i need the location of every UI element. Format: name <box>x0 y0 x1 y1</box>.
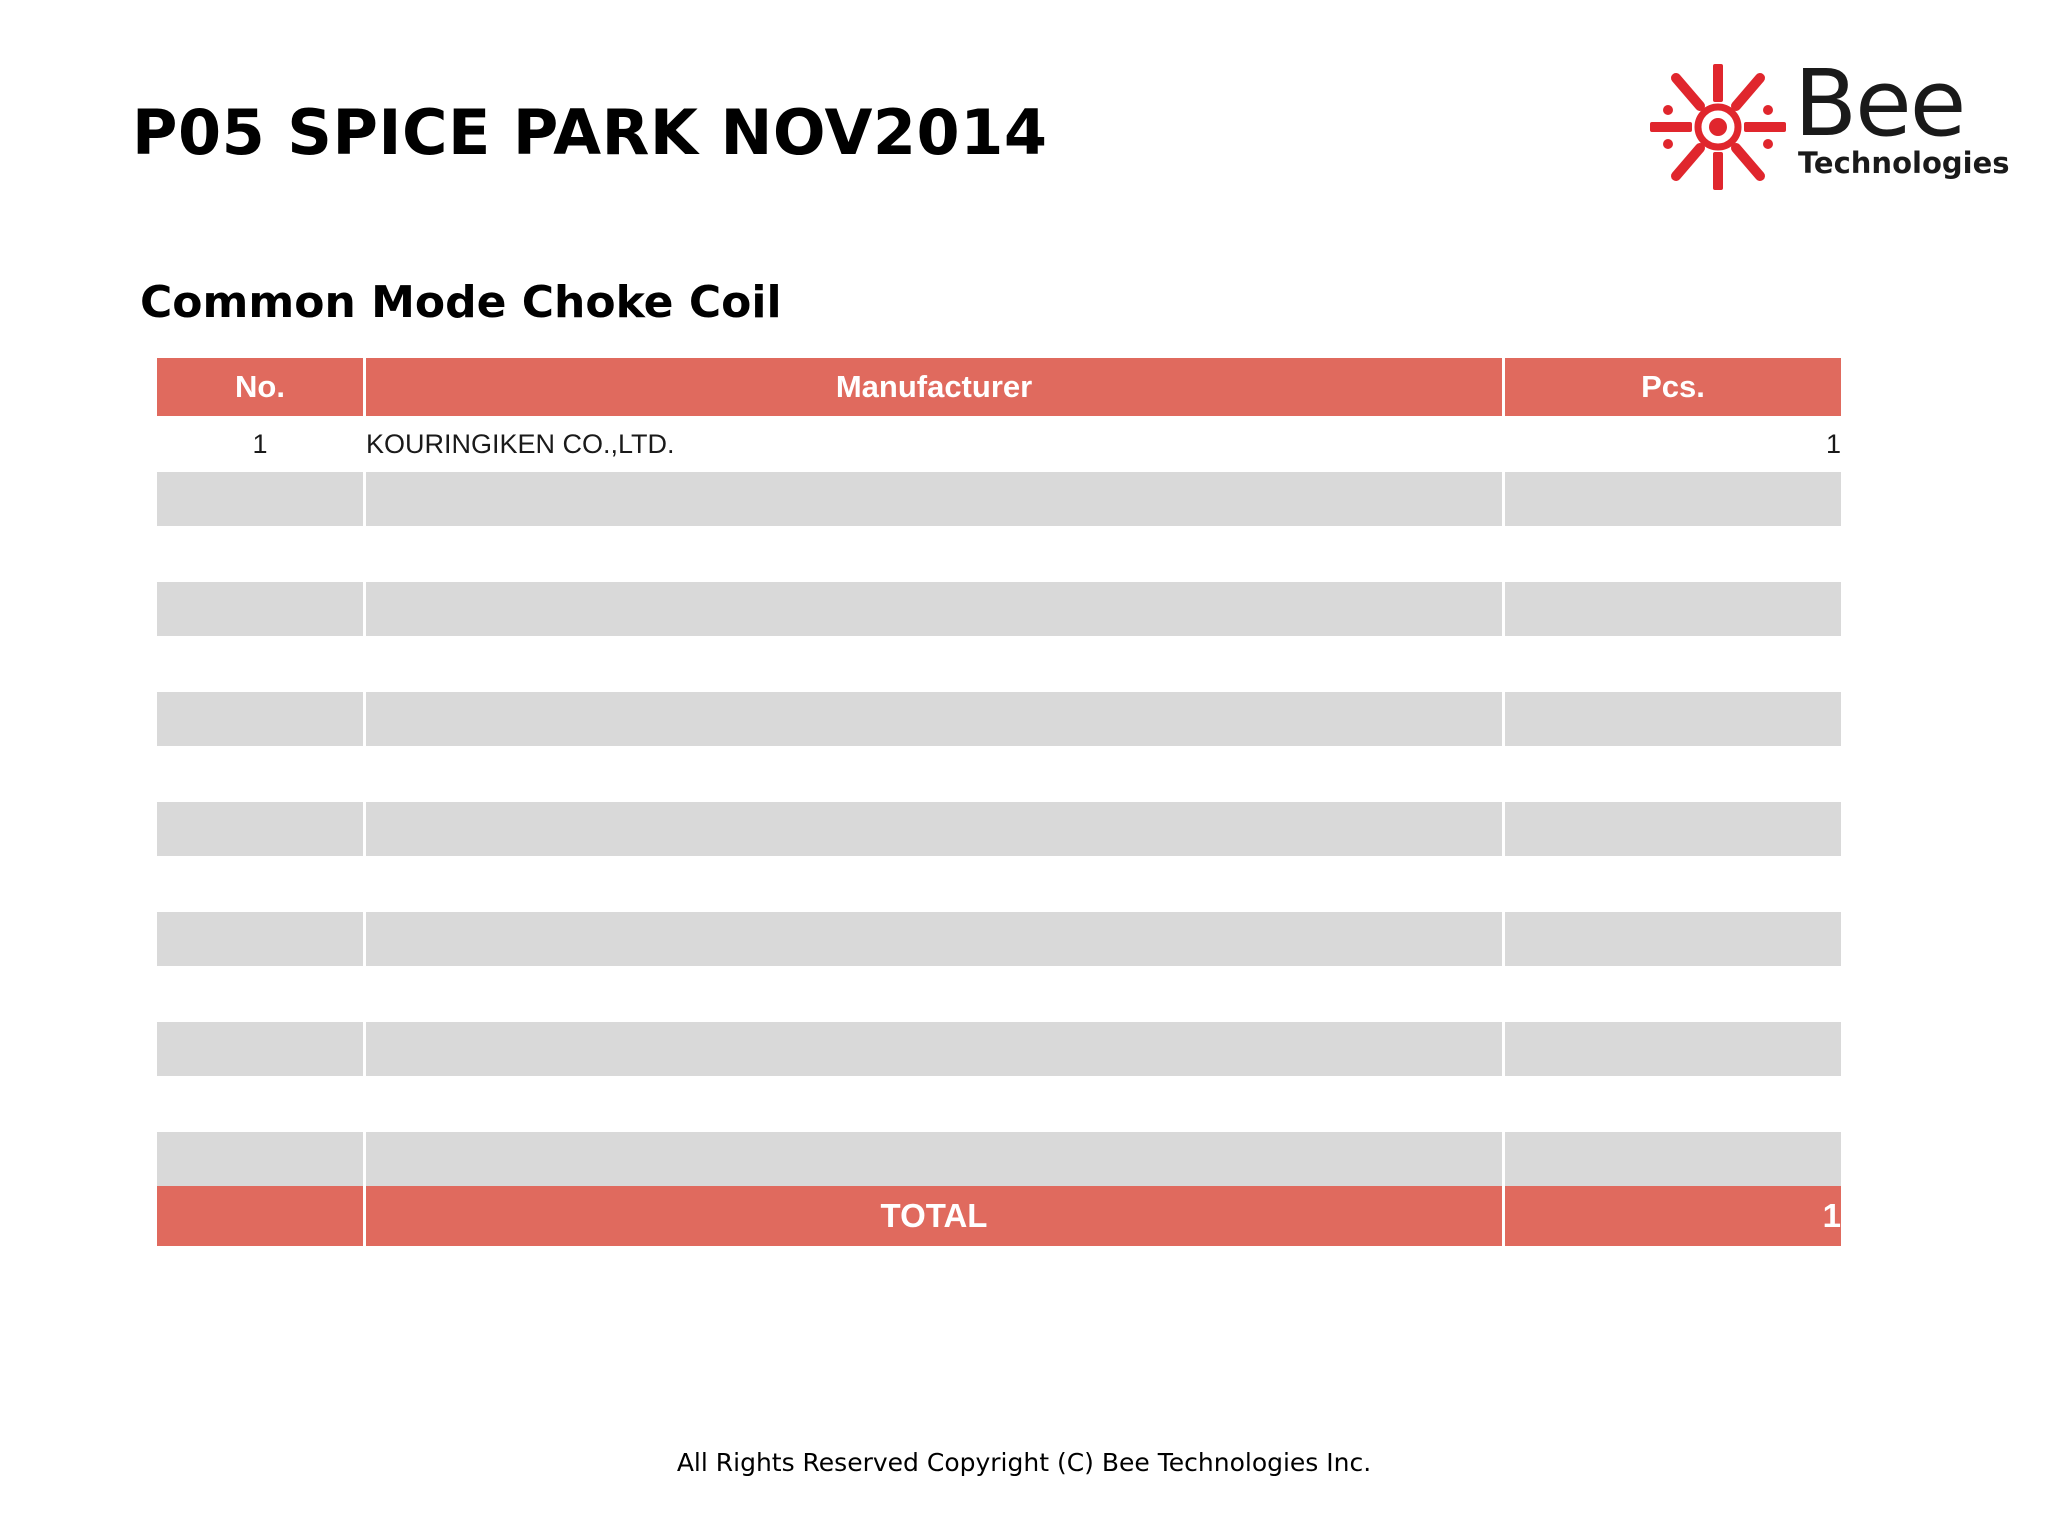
cell-no <box>157 582 363 636</box>
cell-pcs <box>1505 912 1841 966</box>
cell-no <box>157 966 363 1022</box>
cell-no <box>157 1076 363 1132</box>
cell-manufacturer <box>366 802 1502 856</box>
cell-pcs <box>1505 1076 1841 1132</box>
total-value: 1 <box>1505 1186 1841 1246</box>
table-row <box>157 912 1841 966</box>
header-manufacturer: Manufacturer <box>366 358 1502 416</box>
header-pcs: Pcs. <box>1505 358 1841 416</box>
manufacturer-table <box>154 358 1844 1246</box>
cell-pcs <box>1505 1022 1841 1076</box>
cell-no <box>157 856 363 912</box>
cell-manufacturer <box>366 472 1502 526</box>
table-row <box>157 582 1841 636</box>
header-no: No. <box>157 358 363 416</box>
table-row <box>157 1076 1841 1132</box>
table-row <box>157 802 1841 856</box>
cell-pcs <box>1505 582 1841 636</box>
total-label: TOTAL <box>366 1186 1502 1246</box>
section-title: Common Mode Choke Coil <box>140 277 782 328</box>
table-row <box>157 1132 1841 1186</box>
cell-no <box>157 746 363 802</box>
cell-pcs <box>1505 746 1841 802</box>
total-row <box>157 1186 1841 1246</box>
table-row <box>157 746 1841 802</box>
cell-no <box>157 802 363 856</box>
cell-manufacturer <box>366 966 1502 1022</box>
cell-manufacturer <box>366 1132 1502 1186</box>
cell-pcs: 1 <box>1505 416 1841 472</box>
cell-manufacturer <box>366 526 1502 582</box>
cell-pcs <box>1505 636 1841 692</box>
logo-wordmark: Bee <box>1794 50 1965 157</box>
table-row <box>157 526 1841 582</box>
table-row <box>157 1022 1841 1076</box>
cell-no <box>157 472 363 526</box>
cell-no <box>157 1132 363 1186</box>
table-header-row <box>157 358 1841 416</box>
cell-no <box>157 636 363 692</box>
cell-manufacturer <box>366 746 1502 802</box>
cell-pcs <box>1505 526 1841 582</box>
cell-no <box>157 692 363 746</box>
cell-no <box>157 526 363 582</box>
cell-no <box>157 912 363 966</box>
cell-manufacturer <box>366 1076 1502 1132</box>
cell-manufacturer <box>366 636 1502 692</box>
cell-pcs <box>1505 966 1841 1022</box>
cell-manufacturer <box>366 582 1502 636</box>
cell-pcs <box>1505 802 1841 856</box>
copyright-footer: All Rights Reserved Copyright (C) Bee Technologies Inc. <box>676 1448 1372 1477</box>
page-title: P05 SPICE PARK NOV2014 <box>132 96 1048 169</box>
cell-pcs <box>1505 692 1841 746</box>
cell-no: 1 <box>157 416 363 472</box>
table-row <box>157 856 1841 912</box>
logo-tagline: Technologies <box>1798 146 2010 180</box>
cell-pcs <box>1505 856 1841 912</box>
company-logo <box>1648 50 2010 192</box>
cell-manufacturer: KOURINGIKEN CO.,LTD. <box>366 416 1502 472</box>
cell-pcs <box>1505 472 1841 526</box>
table-row <box>157 472 1841 526</box>
table-row <box>157 416 1841 472</box>
total-spacer-cell <box>157 1186 363 1246</box>
cell-manufacturer <box>366 912 1502 966</box>
table-row <box>157 966 1841 1022</box>
cell-pcs <box>1505 1132 1841 1186</box>
sunburst-logo-icon <box>1648 62 1788 192</box>
cell-manufacturer <box>366 1022 1502 1076</box>
cell-no <box>157 1022 363 1076</box>
cell-manufacturer <box>366 692 1502 746</box>
cell-manufacturer <box>366 856 1502 912</box>
table-row <box>157 636 1841 692</box>
table-row <box>157 692 1841 746</box>
